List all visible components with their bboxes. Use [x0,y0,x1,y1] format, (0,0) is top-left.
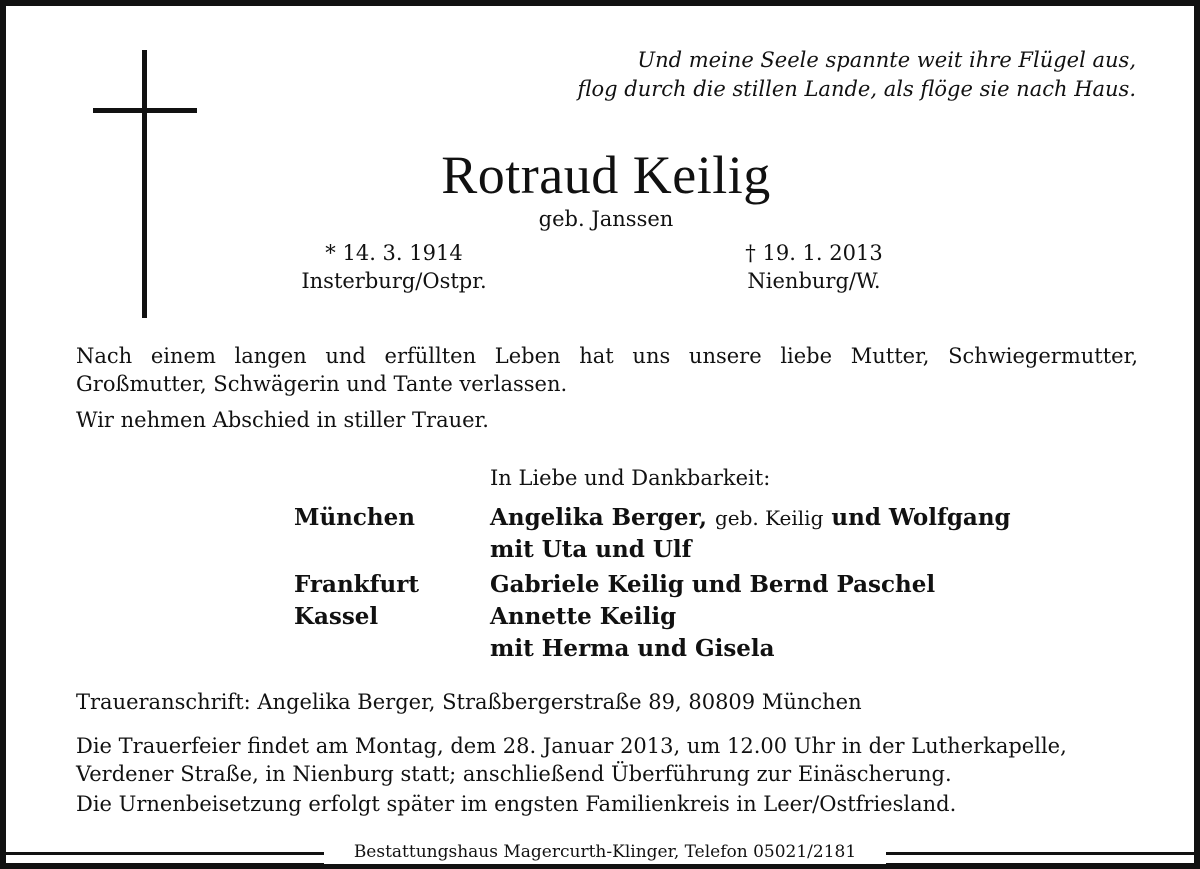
death-info [664,239,964,295]
footer-rule [6,840,1194,864]
mourner-name: Gabriele Keilig und Bernd Paschel [490,571,936,598]
mourner-names [490,601,1154,665]
death-date: † 19. 1. 2013 [745,241,883,265]
maiden-name: geb. Janssen [538,207,674,231]
mourner-partner: und Wolfgang [831,504,1011,531]
mourner-names [490,502,1154,566]
mourner-line-2: mit Herma und Gisela [490,635,775,662]
poem-line-1: Und meine Seele spannte weit ihre Flügel aus, [637,48,1136,72]
cross-icon-bar [93,108,197,113]
mourner-line [490,502,1154,534]
birth-info [244,239,544,295]
mourner-name: Annette Keilig [490,603,677,630]
mourner-city: München [294,504,415,531]
urn-burial-info: Die Urnenbeisetzung erfolgt später im engsten Familienkreis in Leer/Ostfriesland. [76,792,957,816]
ceremony-line-2: Verdener Straße, in Nienburg statt; anschließend Überführung zur Einäscherung. [76,762,952,786]
mourner-group-kassel [294,601,1154,665]
mourner-group-frankfurt [294,569,1154,601]
death-place: Nienburg/W. [747,269,881,293]
mourning-address: Traueranschrift: Angelika Berger, Straßbergerstraße 89, 80809 München [76,690,862,714]
deceased-name: Rotraud Keilig [441,145,771,205]
mourner-maiden-name: geb. Keilig [714,506,824,530]
poem-line-2: flog durch die stillen Lande, als flöge sie nach Haus. [577,77,1136,101]
cross-icon [142,50,147,318]
funeral-home-credit: Bestattungshaus Magercurth-Klinger, Telefon 05021/2181 [324,840,886,864]
birth-place: Insterburg/Ostpr. [301,269,487,293]
ceremony-line-1: Die Trauerfeier findet am Montag, dem 28. Januar 2013, um 12.00 Uhr in der Lutherkapelle, [76,734,1067,758]
mourners-list [294,502,1154,665]
mourner-name: Angelika Berger, [490,504,707,531]
birth-date: * 14. 3. 1914 [325,241,463,265]
mourners-intro: In Liebe und Dankbarkeit: [490,466,771,490]
message-paragraph-1: Nach einem langen und erfüllten Leben hat uns unsere liebe Mutter, Schwiegermutter, Großmutter, Schwägerin und Tante verlassen. [76,344,1138,396]
mourner-city: Kassel [294,603,379,630]
message-paragraph-2: Wir nehmen Abschied in stiller Trauer. [76,408,489,432]
mourner-city: Frankfurt [294,571,419,598]
mourner-group-munich [294,502,1154,566]
mourner-line-2: mit Uta und Ulf [490,536,692,563]
ceremony-info [76,732,1138,788]
poem-quote [506,46,1136,104]
